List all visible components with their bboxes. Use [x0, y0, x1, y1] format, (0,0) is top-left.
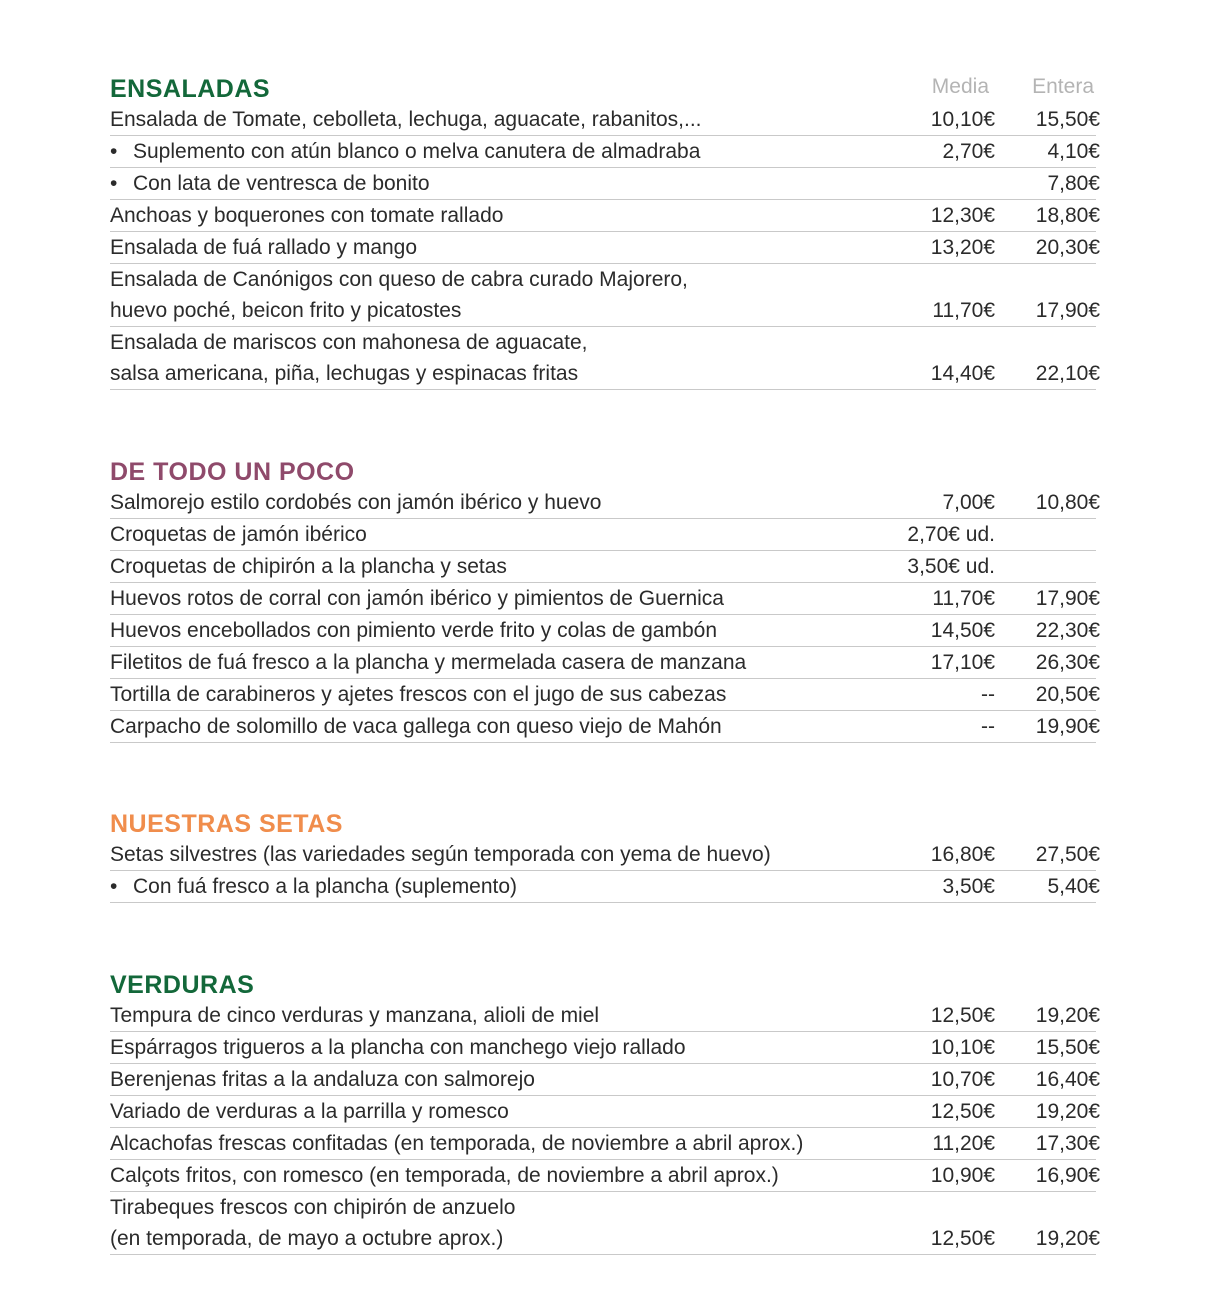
menu-item — [110, 1064, 1100, 1096]
menu-list — [110, 104, 1100, 390]
price-entera: 22,30€ — [1035, 619, 1100, 642]
item-description — [110, 647, 746, 678]
price-entera: 16,40€ — [1035, 1068, 1100, 1091]
item-text: Con fuá fresco a la plancha (suplemento) — [133, 875, 518, 898]
price-media: 14,40€ — [930, 362, 995, 385]
price-entera: 16,90€ — [1035, 1164, 1100, 1187]
item-text: Suplemento con atún blanco o melva canutera de almadraba — [133, 140, 701, 163]
item-description — [110, 711, 722, 742]
menu-item — [110, 711, 1100, 743]
item-text: Huevos rotos de corral con jamón ibérico y pimientos de Guernica — [110, 587, 724, 610]
price-media: 2,70€ — [942, 140, 995, 163]
item-text: Berenjenas fritas a la andaluza con salmorejo — [110, 1068, 535, 1091]
item-description-line — [110, 1032, 686, 1063]
price-entera: 19,20€ — [1035, 1227, 1100, 1250]
item-description — [110, 679, 726, 710]
section-header — [110, 74, 1096, 104]
price-entera: 7,80€ — [1047, 172, 1100, 195]
item-description — [110, 551, 507, 582]
section-header — [110, 970, 1096, 1000]
section-header — [110, 457, 1096, 487]
item-description-line — [110, 647, 746, 678]
menu-list — [110, 487, 1100, 743]
menu-item — [110, 1192, 1100, 1255]
price-entera: 15,50€ — [1035, 1036, 1100, 1059]
item-description-line — [110, 1000, 599, 1031]
item-description — [110, 519, 367, 550]
price-media: 16,80€ — [930, 843, 995, 866]
section-title: DE TODO UN POCO — [110, 458, 355, 486]
item-description-line — [110, 711, 722, 742]
menu-item — [110, 487, 1100, 519]
item-description-line — [110, 583, 724, 614]
price-media: 7,00€ — [942, 491, 995, 514]
menu-list — [110, 1000, 1100, 1255]
section-de-todo-un-poco — [110, 457, 1100, 743]
price-media: 3,50€ — [942, 875, 995, 898]
price-media: 17,10€ — [930, 651, 995, 674]
price-entera: 20,50€ — [1035, 683, 1100, 706]
menu-item — [110, 200, 1100, 232]
menu-item — [110, 519, 1096, 551]
item-text: Setas silvestres (las variedades según temporada con yema de huevo) — [110, 843, 771, 866]
price-media: -- — [981, 683, 995, 706]
item-text: Huevos encebollados con pimiento verde frito y colas de gambón — [110, 619, 718, 642]
section-nuestras-setas — [110, 809, 1100, 903]
price-media: 12,50€ — [930, 1004, 995, 1027]
item-text: Filetitos de fuá fresco a la plancha y mermelada casera de manzana — [110, 651, 747, 674]
item-description — [110, 232, 417, 263]
price-media: 14,50€ — [930, 619, 995, 642]
section-ensaladas — [110, 74, 1100, 390]
item-description-line — [110, 1096, 509, 1127]
item-description — [110, 1128, 803, 1159]
price-entera: 17,30€ — [1035, 1132, 1100, 1155]
price-media: 10,10€ — [930, 1036, 995, 1059]
item-text: Espárragos trigueros a la plancha con manchego viejo rallado — [110, 1036, 686, 1059]
item-text: Croquetas de chipirón a la plancha y setas — [110, 555, 507, 578]
item-description — [110, 200, 503, 231]
item-description-line — [110, 487, 601, 518]
price-entera: 19,20€ — [1035, 1100, 1100, 1123]
item-description-line — [110, 358, 587, 389]
item-text: huevo poché, beicon frito y picatostes — [110, 299, 462, 322]
item-text: Croquetas de jamón ibérico — [110, 523, 367, 546]
menu-item — [110, 168, 1100, 200]
price-media: 12,30€ — [930, 204, 995, 227]
item-text: Con lata de ventresca de bonito — [133, 172, 430, 195]
price-entera: 27,50€ — [1035, 843, 1100, 866]
item-text: Tempura de cinco verduras y manzana, alioli de miel — [110, 1004, 600, 1027]
menu-item — [110, 583, 1100, 615]
bullet-icon: • — [110, 875, 118, 898]
item-description-line — [110, 200, 503, 231]
price-entera: 5,40€ — [1047, 875, 1100, 898]
menu-item — [110, 679, 1100, 711]
item-text: Ensalada de Tomate, cebolleta, lechuga, aguacate, rabanitos,... — [110, 108, 702, 131]
price-entera: 10,80€ — [1035, 491, 1100, 514]
menu-item — [110, 1128, 1100, 1160]
menu-item — [110, 1000, 1100, 1032]
item-text: Ensalada de mariscos con mahonesa de aguacate, — [110, 331, 588, 354]
price-entera: 20,30€ — [1035, 236, 1100, 259]
item-description-line — [110, 295, 688, 326]
item-text: Calçots fritos, con romesco (en temporada, de noviembre a abril aprox.) — [110, 1164, 779, 1187]
price-entera: 19,90€ — [1035, 715, 1100, 738]
menu-item — [110, 232, 1100, 264]
price-media: 11,70€ — [932, 587, 995, 610]
item-description — [110, 168, 430, 199]
price-entera: 18,80€ — [1035, 204, 1100, 227]
section-header — [110, 809, 1096, 839]
price-media: 13,20€ — [930, 236, 995, 259]
item-description-line — [110, 264, 688, 295]
menu-item — [110, 104, 1100, 136]
item-description — [110, 1032, 686, 1063]
menu-item — [110, 1096, 1100, 1128]
item-description — [110, 615, 717, 646]
item-text: Anchoas y boquerones con tomate rallado — [110, 204, 504, 227]
price-media: 11,70€ — [932, 299, 995, 322]
menu-list — [110, 839, 1100, 903]
price-media: 10,10€ — [930, 108, 995, 131]
item-text: Tortilla de carabineros y ajetes frescos con el jugo de sus cabezas — [110, 683, 727, 706]
menu-item — [110, 871, 1100, 903]
menu-item — [110, 1032, 1100, 1064]
section-title: ENSALADAS — [110, 75, 271, 103]
price-entera: 15,50€ — [1035, 108, 1100, 131]
price-entera: 22,10€ — [1035, 362, 1100, 385]
price-entera: 17,90€ — [1035, 299, 1100, 322]
item-text: Ensalada de fuá rallado y mango — [110, 236, 418, 259]
item-text: salsa americana, piña, lechugas y espinacas fritas — [110, 362, 579, 385]
item-text: Variado de verduras a la parrilla y romesco — [110, 1100, 509, 1123]
item-description — [110, 871, 517, 902]
menu-item — [110, 136, 1100, 168]
menu-item — [110, 327, 1100, 390]
price-media: 11,20€ — [932, 1132, 995, 1155]
price-media: 3,50€ ud. — [907, 555, 995, 578]
item-description — [110, 839, 771, 870]
menu-item — [110, 647, 1100, 679]
item-description-line — [110, 679, 726, 710]
item-text: Salmorejo estilo cordobés con jamón ibérico y huevo — [110, 491, 602, 514]
price-entera: 19,20€ — [1035, 1004, 1100, 1027]
menu-item — [110, 1160, 1100, 1192]
item-description-line — [110, 136, 700, 167]
item-description-line — [110, 327, 587, 358]
price-entera: 4,10€ — [1047, 140, 1100, 163]
menu-item — [110, 264, 1100, 327]
item-text: Tirabeques frescos con chipirón de anzuelo — [110, 1196, 516, 1219]
item-description — [110, 1160, 779, 1191]
item-text: (en temporada, de mayo a octubre aprox.) — [110, 1227, 504, 1250]
item-text: Carpacho de solomillo de vaca gallega con queso viejo de Mahón — [110, 715, 722, 738]
price-media: 2,70€ ud. — [907, 523, 995, 546]
item-description-line — [110, 1160, 779, 1191]
price-entera: 17,90€ — [1035, 587, 1100, 610]
section-title: VERDURAS — [110, 971, 255, 999]
item-description-line — [110, 104, 702, 135]
item-description-line — [110, 232, 417, 263]
column-header-entera: Entera — [1032, 75, 1094, 98]
item-description — [110, 1064, 535, 1095]
bullet-icon: • — [110, 140, 118, 163]
item-description-line — [110, 615, 717, 646]
item-description — [110, 264, 688, 326]
menu-item — [110, 615, 1100, 647]
item-description-line — [110, 1192, 515, 1223]
price-media: 12,50€ — [930, 1100, 995, 1123]
item-description — [110, 104, 702, 135]
price-media: 12,50€ — [930, 1227, 995, 1250]
price-media: -- — [981, 715, 995, 738]
item-description — [110, 1192, 515, 1254]
section-title: NUESTRAS SETAS — [110, 810, 343, 838]
column-header-media: Media — [931, 75, 989, 98]
price-entera: 26,30€ — [1035, 651, 1100, 674]
price-media: 10,70€ — [930, 1068, 995, 1091]
item-description-line — [110, 839, 771, 870]
item-description-line — [110, 519, 367, 550]
item-description — [110, 136, 700, 167]
section-verduras — [110, 970, 1100, 1255]
bullet-icon: • — [110, 172, 118, 195]
item-description-line — [110, 551, 507, 582]
price-media: 10,90€ — [930, 1164, 995, 1187]
menu-item — [110, 551, 1096, 583]
item-description-line — [110, 168, 430, 199]
item-description — [110, 487, 601, 518]
item-description — [110, 1096, 509, 1127]
item-description-line — [110, 1223, 515, 1254]
item-description — [110, 327, 587, 389]
menu-item — [110, 839, 1100, 871]
item-description-line — [110, 1064, 535, 1095]
item-text: Alcachofas frescas confitadas (en temporada, de noviembre a abril aprox.) — [110, 1132, 804, 1155]
item-description — [110, 583, 724, 614]
item-description-line — [110, 1128, 803, 1159]
item-text: Ensalada de Canónigos con queso de cabra curado Majorero, — [110, 268, 688, 291]
item-description-line — [110, 871, 517, 902]
item-description — [110, 1000, 599, 1031]
